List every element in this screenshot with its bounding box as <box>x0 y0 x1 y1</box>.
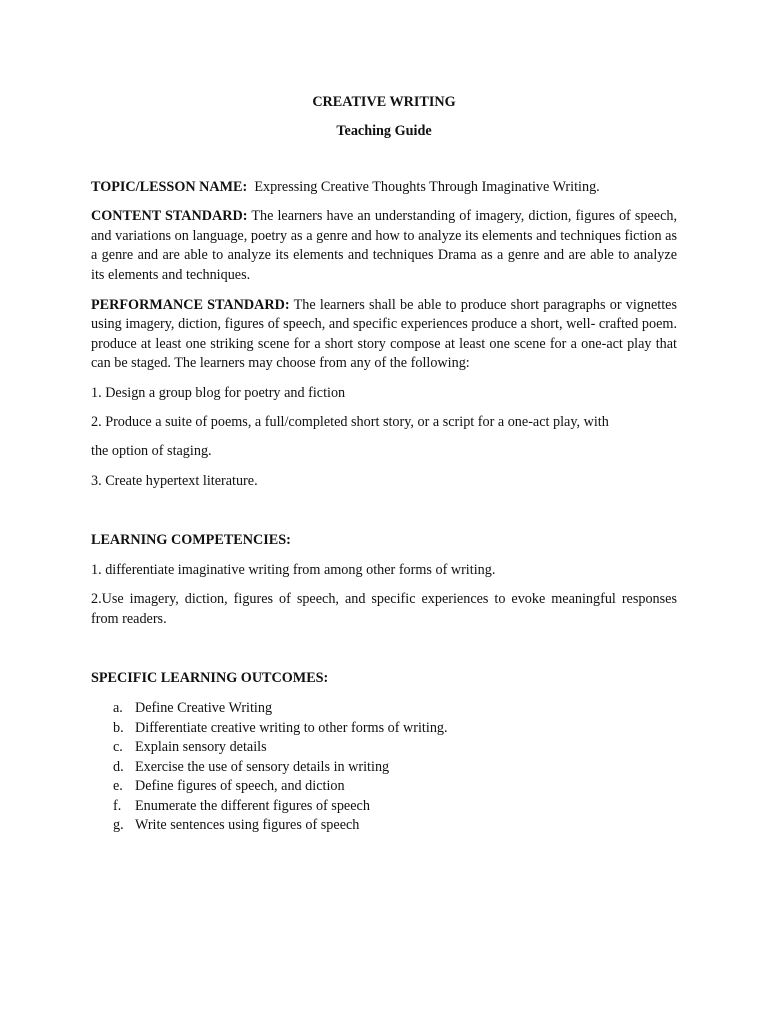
outcome-text: Write sentences using figures of speech <box>135 817 360 834</box>
choice-item-continuation: the option of staging. <box>91 443 212 460</box>
choice-item: 2. Produce a suite of poems, a full/completed short story, or a script for a one-act play, with <box>91 414 609 431</box>
outcome-item <box>91 699 677 719</box>
outcome-letter: e. <box>113 778 123 795</box>
specific-learning-outcomes-heading: SPECIFIC LEARNING OUTCOMES: <box>91 669 329 686</box>
outcome-text: Explain sensory details <box>135 739 267 756</box>
competency-item: 1. differentiate imaginative writing from among other forms of writing. <box>91 561 496 578</box>
outcome-text: Define Creative Writing <box>135 700 273 717</box>
outcome-item <box>91 797 677 817</box>
learning-competencies-heading: LEARNING COMPETENCIES: <box>91 532 291 549</box>
outcome-item <box>91 777 677 797</box>
outcome-text: Differentiate creative writing to other forms of writing. <box>135 719 448 736</box>
content-standard-label: CONTENT STANDARD: <box>91 208 248 225</box>
choice-item: 3. Create hypertext literature. <box>91 472 258 489</box>
choice-item: 1. Design a group blog for poetry and fiction <box>91 384 346 401</box>
outcome-item <box>91 719 677 739</box>
outcome-item <box>91 816 677 836</box>
outcome-item <box>91 758 677 778</box>
document-title: CREATIVE WRITING <box>312 94 456 110</box>
topic-paragraph <box>91 178 677 197</box>
outcome-letter: d. <box>113 758 124 775</box>
performance-standard-text: The learners shall be able to produce short paragraphs or vignettes using imagery, diction, figures of speech, and specific experiences produce a short, well- crafted poem. produce at least one striking scene for a short story compose at least one scene for a one-act play that can be staged. The learners may choose from any of the following: <box>91 297 677 372</box>
content-standard-text: The learners have an understanding of imagery, diction, figures of speech, and variations on language, poetry as a genre and how to analyze its elements and techniques fiction as a genre and are able to analyze its elements and techniques Drama as a genre and are able to analyze its elements and techniques. <box>91 208 678 283</box>
document-subtitle: Teaching Guide <box>336 123 432 139</box>
content-standard-paragraph <box>91 207 677 285</box>
outcome-letter: b. <box>113 719 124 736</box>
outcome-item <box>91 738 677 758</box>
performance-standard-label: PERFORMANCE STANDARD: <box>91 297 290 314</box>
competency-item: 2.Use imagery, diction, figures of speech, and specific experiences to evoke meaningful responses from readers. <box>91 591 677 627</box>
performance-standard-paragraph <box>91 296 677 374</box>
outcome-letter: f. <box>113 797 122 814</box>
topic-text: Expressing Creative Thoughts Through Imaginative Writing. <box>254 179 600 195</box>
outcome-letter: c. <box>113 739 123 756</box>
outcome-text: Exercise the use of sensory details in writing <box>135 758 390 775</box>
outcome-text: Enumerate the different figures of speech <box>135 797 370 814</box>
outcomes-list <box>91 699 677 836</box>
topic-label: TOPIC/LESSON NAME: <box>91 179 248 195</box>
outcome-text: Define figures of speech, and diction <box>135 778 345 795</box>
outcome-letter: a. <box>113 700 123 717</box>
outcome-letter: g. <box>113 817 124 834</box>
document-body <box>91 93 677 836</box>
